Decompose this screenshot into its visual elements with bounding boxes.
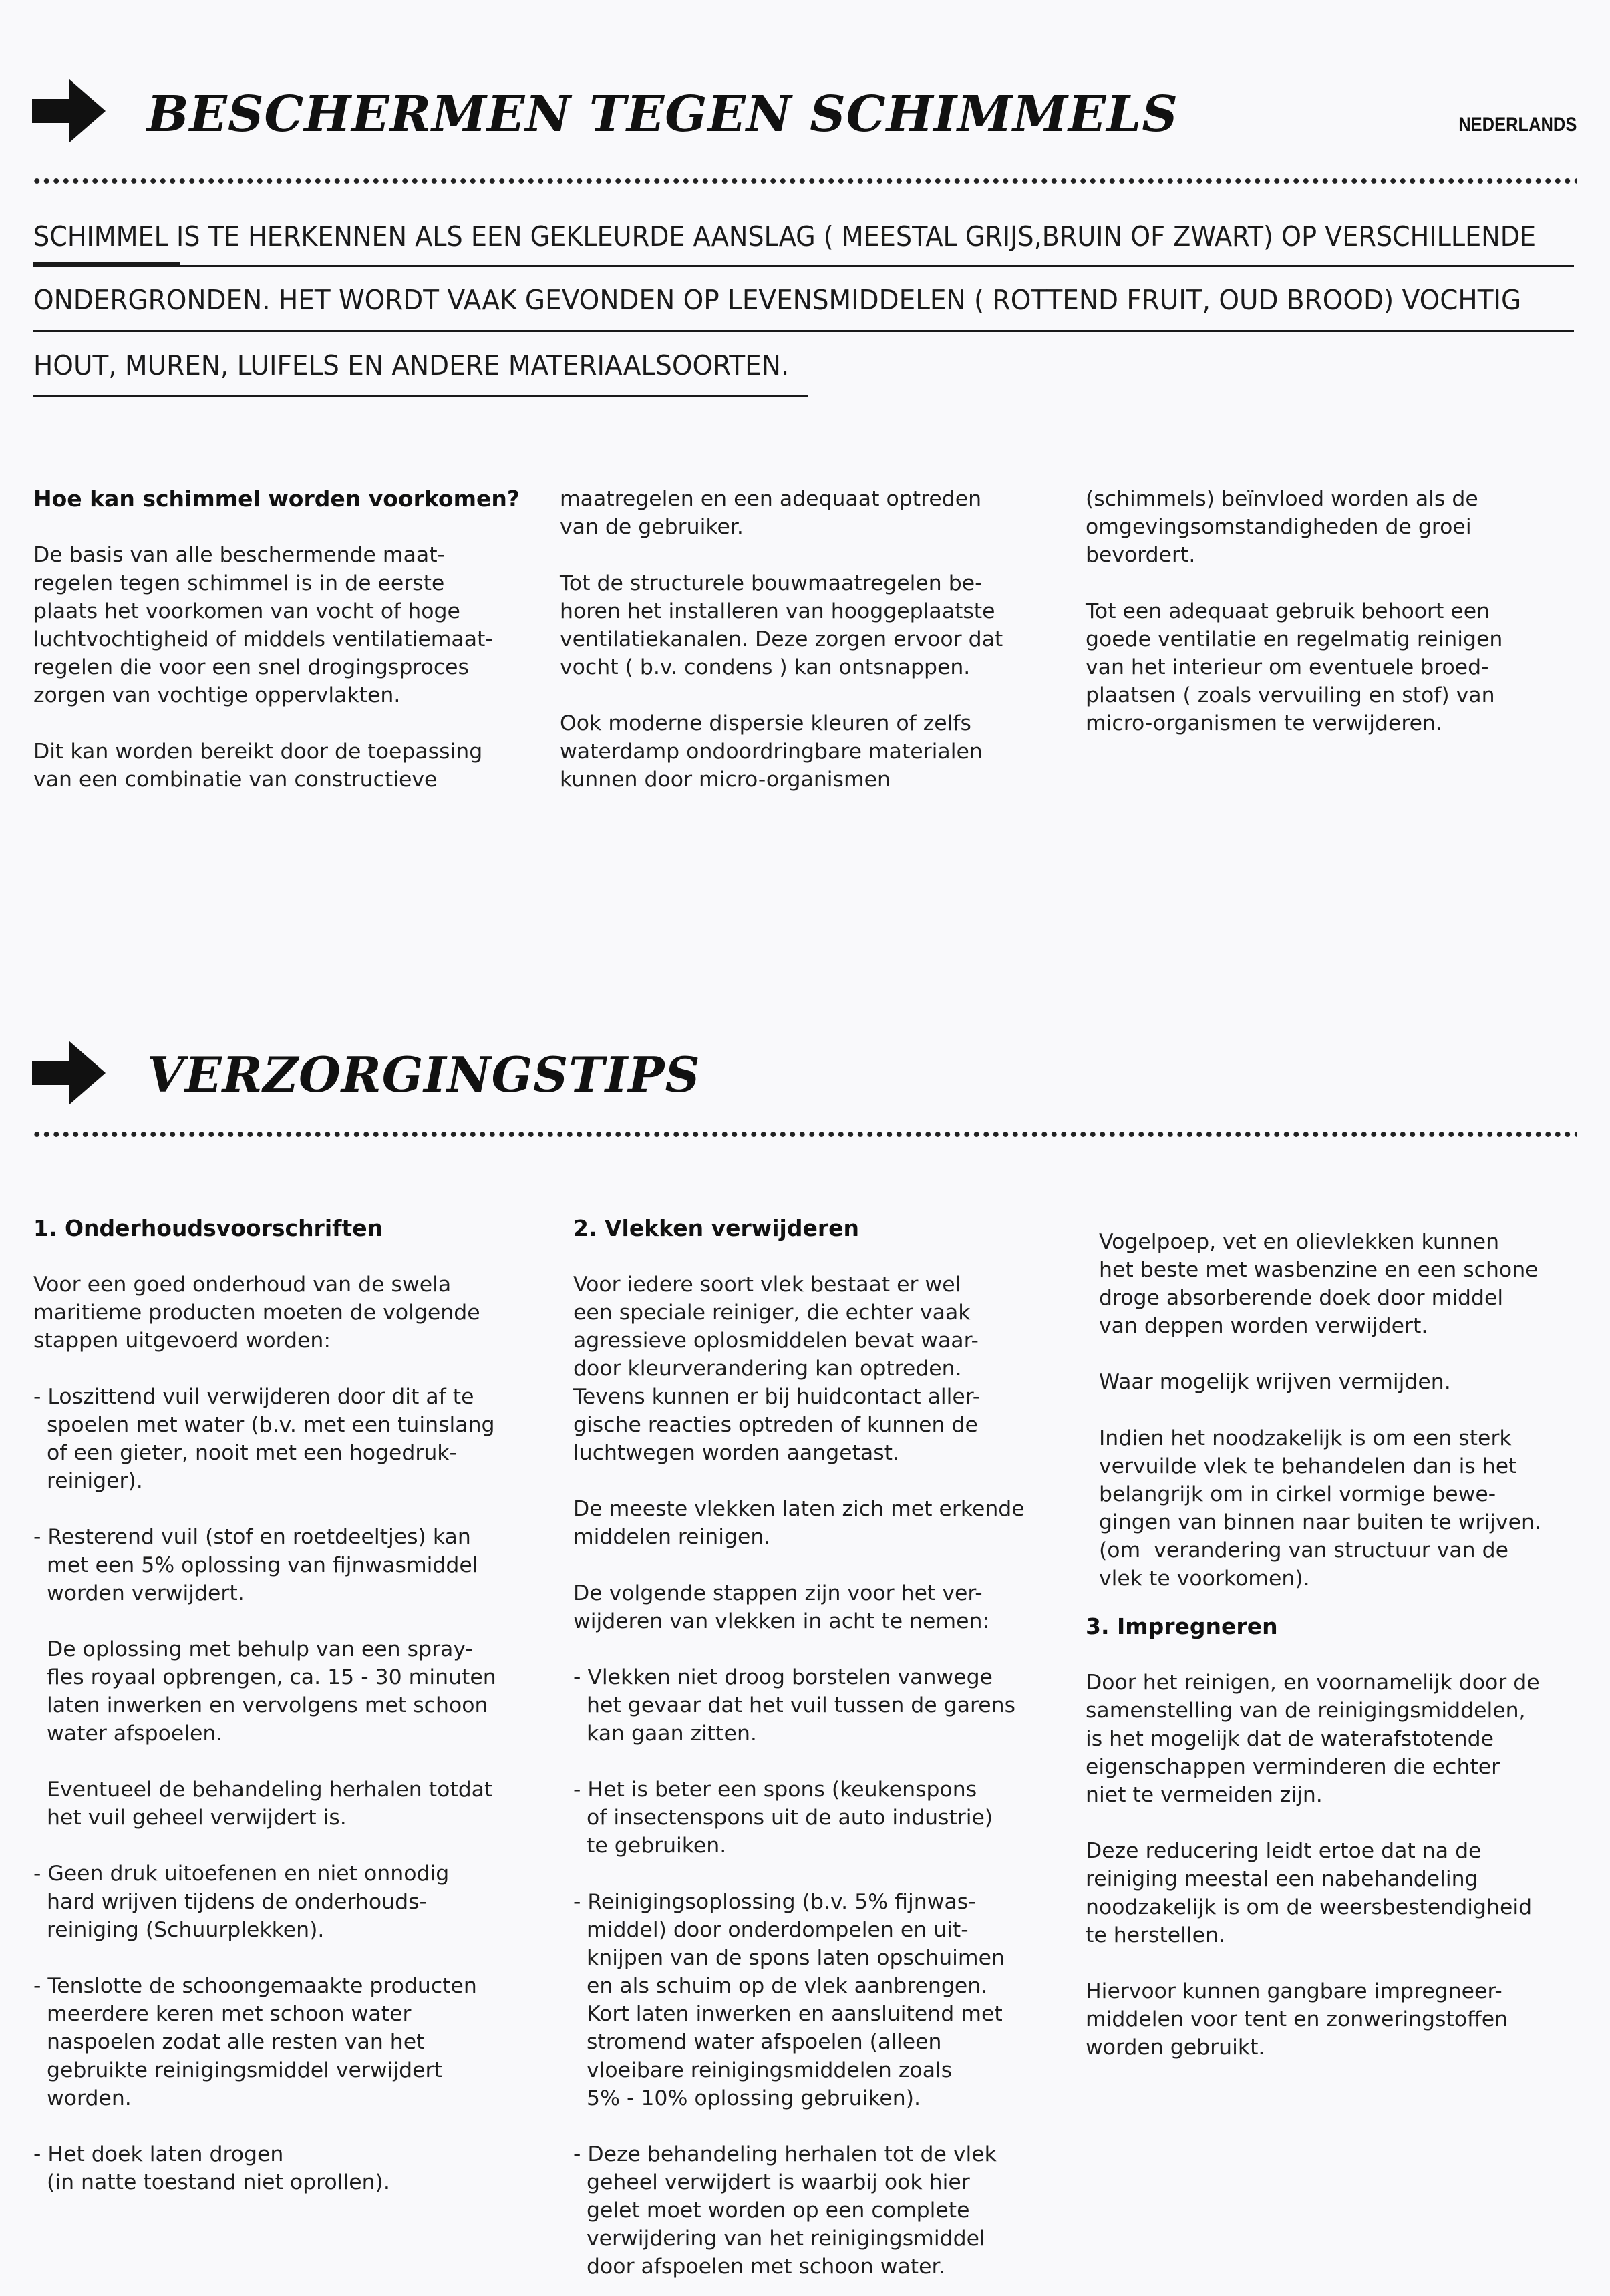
list-item: - Reinigingsoplossing (b.v. 5% fijnwas- middel) door onderdompelen en uit- knijpen van de spons laten opschuimen en als schuim op de vlek aanbrengen. Kort laten inwerken en aansluitend met stromend water afspoelen (alleen vloeibare reinigingsmiddelen zoals 5% - 10% oplossing gebruiken). <box>573 1890 1005 2110</box>
subheading-onderhoud: 1. Onderhoudsvoorschriften <box>33 1215 383 1241</box>
arrow-right-icon <box>32 79 106 143</box>
subheading-vlekken: 2. Vlekken verwijderen <box>573 1215 860 1241</box>
paragraph: Voor een goed onderhoud van de swela maritieme producten moeten de volgende stappen uitgevoerd worden: <box>33 1273 480 1353</box>
list-item: - Loszittend vuil verwijderen door dit af te spoelen met water (b.v. met een tuinslang of een gieter, nooit met een hogedruk- reiniger). <box>33 1385 495 1493</box>
list-item: - Het is beter een spons (keukenspons of insectenspons uit de auto industrie) te gebruiken. <box>573 1778 993 1858</box>
subheading-impregneren: 3. Impregneren <box>1086 1613 1278 1639</box>
list-item: - Deze behandeling herhalen tot de vlek geheel verwijdert is waarbij ook hier gelet moet worden op een complete verwijdering van het reinigingsmiddel door afspoelen met schoon water. <box>573 2142 997 2279</box>
list-item: - Tenslotte de schoongemaakte producten meerdere keren met schoon water naspoelen zodat alle resten van het gebruikte reinigingsmiddel verwijdert worden. <box>33 1974 477 2110</box>
list-item: - Het doek laten drogen (in natte toestand niet oprollen). <box>33 2142 390 2194</box>
section-title-schimmels: BESCHERMEN TEGEN SCHIMMELS <box>147 86 1178 143</box>
paragraph: De meeste vlekken laten zich met erkende middelen reinigen. <box>573 1497 1025 1549</box>
paragraph: Dit kan worden bereikt door de toepassing van een combinatie van constructieve <box>33 740 483 792</box>
language-label: NEDERLANDS <box>1458 114 1577 136</box>
paragraph: Hiervoor kunnen gangbare impregneer- middelen voor tent en zonweringstoffen worden gebruikt. <box>1086 1979 1508 2060</box>
paragraph: Tot de structurele bouwmaatregelen be- horen het installeren van hooggeplaatste ventilatiekanalen. Deze zorgen ervoor dat vocht ( b.v. condens ) kan ontsnappen. <box>560 571 1003 679</box>
intro-line-3: HOUT, MUREN, LUIFELS EN ANDERE MATERIAALSOORTEN. <box>33 349 790 381</box>
paragraph: maatregelen en een adequaat optreden van de gebruiker. <box>560 487 982 539</box>
intro-rule-3 <box>33 395 808 397</box>
paragraph: De basis van alle beschermende maat- regelen tegen schimmel is in de eerste plaats het voorkomen van vocht of hoge luchtvochtigheid of middels ventilatiemaat- regelen die voor een snel drogingsproces zorgen van vochtige oppervlakten. <box>33 543 493 707</box>
paragraph: Ook moderne dispersie kleuren of zelfs waterdamp ondoordringbare materialen kunnen door micro-organismen <box>560 711 983 792</box>
section-title-verzorgingstips: VERZORGINGSTIPS <box>147 1046 701 1103</box>
schimmel-column-1 <box>33 485 528 794</box>
subheading-voorkomen: Hoe kan schimmel worden voorkomen? <box>33 486 520 512</box>
list-item: - Resterend vuil (stof en roetdeeltjes) kan met een 5% oplossing van fijnwasmiddel worden verwijdert. <box>33 1525 478 1605</box>
intro-rule-2 <box>33 330 1574 332</box>
paragraph: Deze reducering leidt ertoe dat na de reiniging meestal een nabehandeling noodzakelijk is om de weersbestendigheid te herstellen. <box>1086 1839 1533 1947</box>
intro-line-2: ONDERGRONDEN. HET WORDT VAAK GEVONDEN OP LEVENSMIDDELEN ( ROTTEND FRUIT, OUD BROOD) VOCHTIG <box>33 284 1522 316</box>
arrow-right-icon <box>32 1041 106 1105</box>
paragraph: Indien het noodzakelijk is om een sterk vervuilde vlek te behandelen dan is het belangrijk om in cirkel vormige bewe- gingen van binnen naar buiten te wrijven. (om verandering van structuur van de vlek te voorkomen). <box>1099 1426 1541 1591</box>
schimmel-column-3 <box>1086 485 1580 737</box>
care-column-1 <box>33 1214 528 2196</box>
care-column-2 <box>573 1214 1068 2281</box>
intro-line-1: SCHIMMEL IS TE HERKENNEN ALS EEN GEKLEURDE AANSLAG ( MEESTAL GRIJS,BRUIN OF ZWART) OP VERSCHILLENDE <box>33 220 1537 253</box>
schimmel-column-2 <box>560 485 1054 794</box>
paragraph: Vogelpoep, vet en olievlekken kunnen het beste met wasbenzine en een schone droge absorberende doek door middel van deppen worden verwijdert. <box>1099 1230 1539 1338</box>
list-item: - Geen druk uitoefenen en niet onnodig hard wrijven tijdens de onderhouds- reiniging (Schuurplekken). <box>33 1862 450 1942</box>
paragraph: Eventueel de behandeling herhalen totdat het vuil geheel verwijdert is. <box>47 1778 493 1830</box>
paragraph: Door het reinigen, en voornamelijk door de samenstelling van de reinigingsmiddelen, is het mogelijk dat de waterafstotende eigenschappen verminderen die echter niet te vermeiden zijn. <box>1086 1671 1540 1807</box>
paragraph: De oplossing met behulp van een spray- fles royaal opbrengen, ca. 15 - 30 minuten laten inwerken en vervolgens met schoon water afspoelen. <box>47 1637 496 1746</box>
dotted-divider <box>32 1131 1577 1138</box>
dotted-divider <box>32 178 1577 184</box>
list-item: - Vlekken niet droog borstelen vanwege het gevaar dat het vuil tussen de garens kan gaan zitten. <box>573 1665 1016 1746</box>
paragraph: (schimmels) beïnvloed worden als de omgevingsomstandigheden de groei bevordert. <box>1086 487 1478 567</box>
intro-rule-1 <box>33 265 1574 267</box>
care-column-3 <box>1086 1228 1580 2062</box>
paragraph: De volgende stappen zijn voor het ver- wijderen van vlekken in acht te nemen: <box>573 1581 990 1633</box>
intro-rule-accent <box>33 262 180 267</box>
paragraph: Waar mogelijk wrijven vermijden. <box>1099 1370 1451 1394</box>
paragraph: Tot een adequaat gebruik behoort een goede ventilatie en regelmatig reinigen van het interieur om eventuele broed- plaatsen ( zoals vervuiling en stof) van micro-organismen te verwijderen. <box>1086 599 1503 735</box>
paragraph: Voor iedere soort vlek bestaat er wel een speciale reiniger, die echter vaak agressieve oplosmiddelen bevat waar- door kleurverandering kan optreden. Tevens kunnen er bij huidcontact aller- gische reacties optreden of kunnen de luchtwegen worden aangetast. <box>573 1273 981 1465</box>
